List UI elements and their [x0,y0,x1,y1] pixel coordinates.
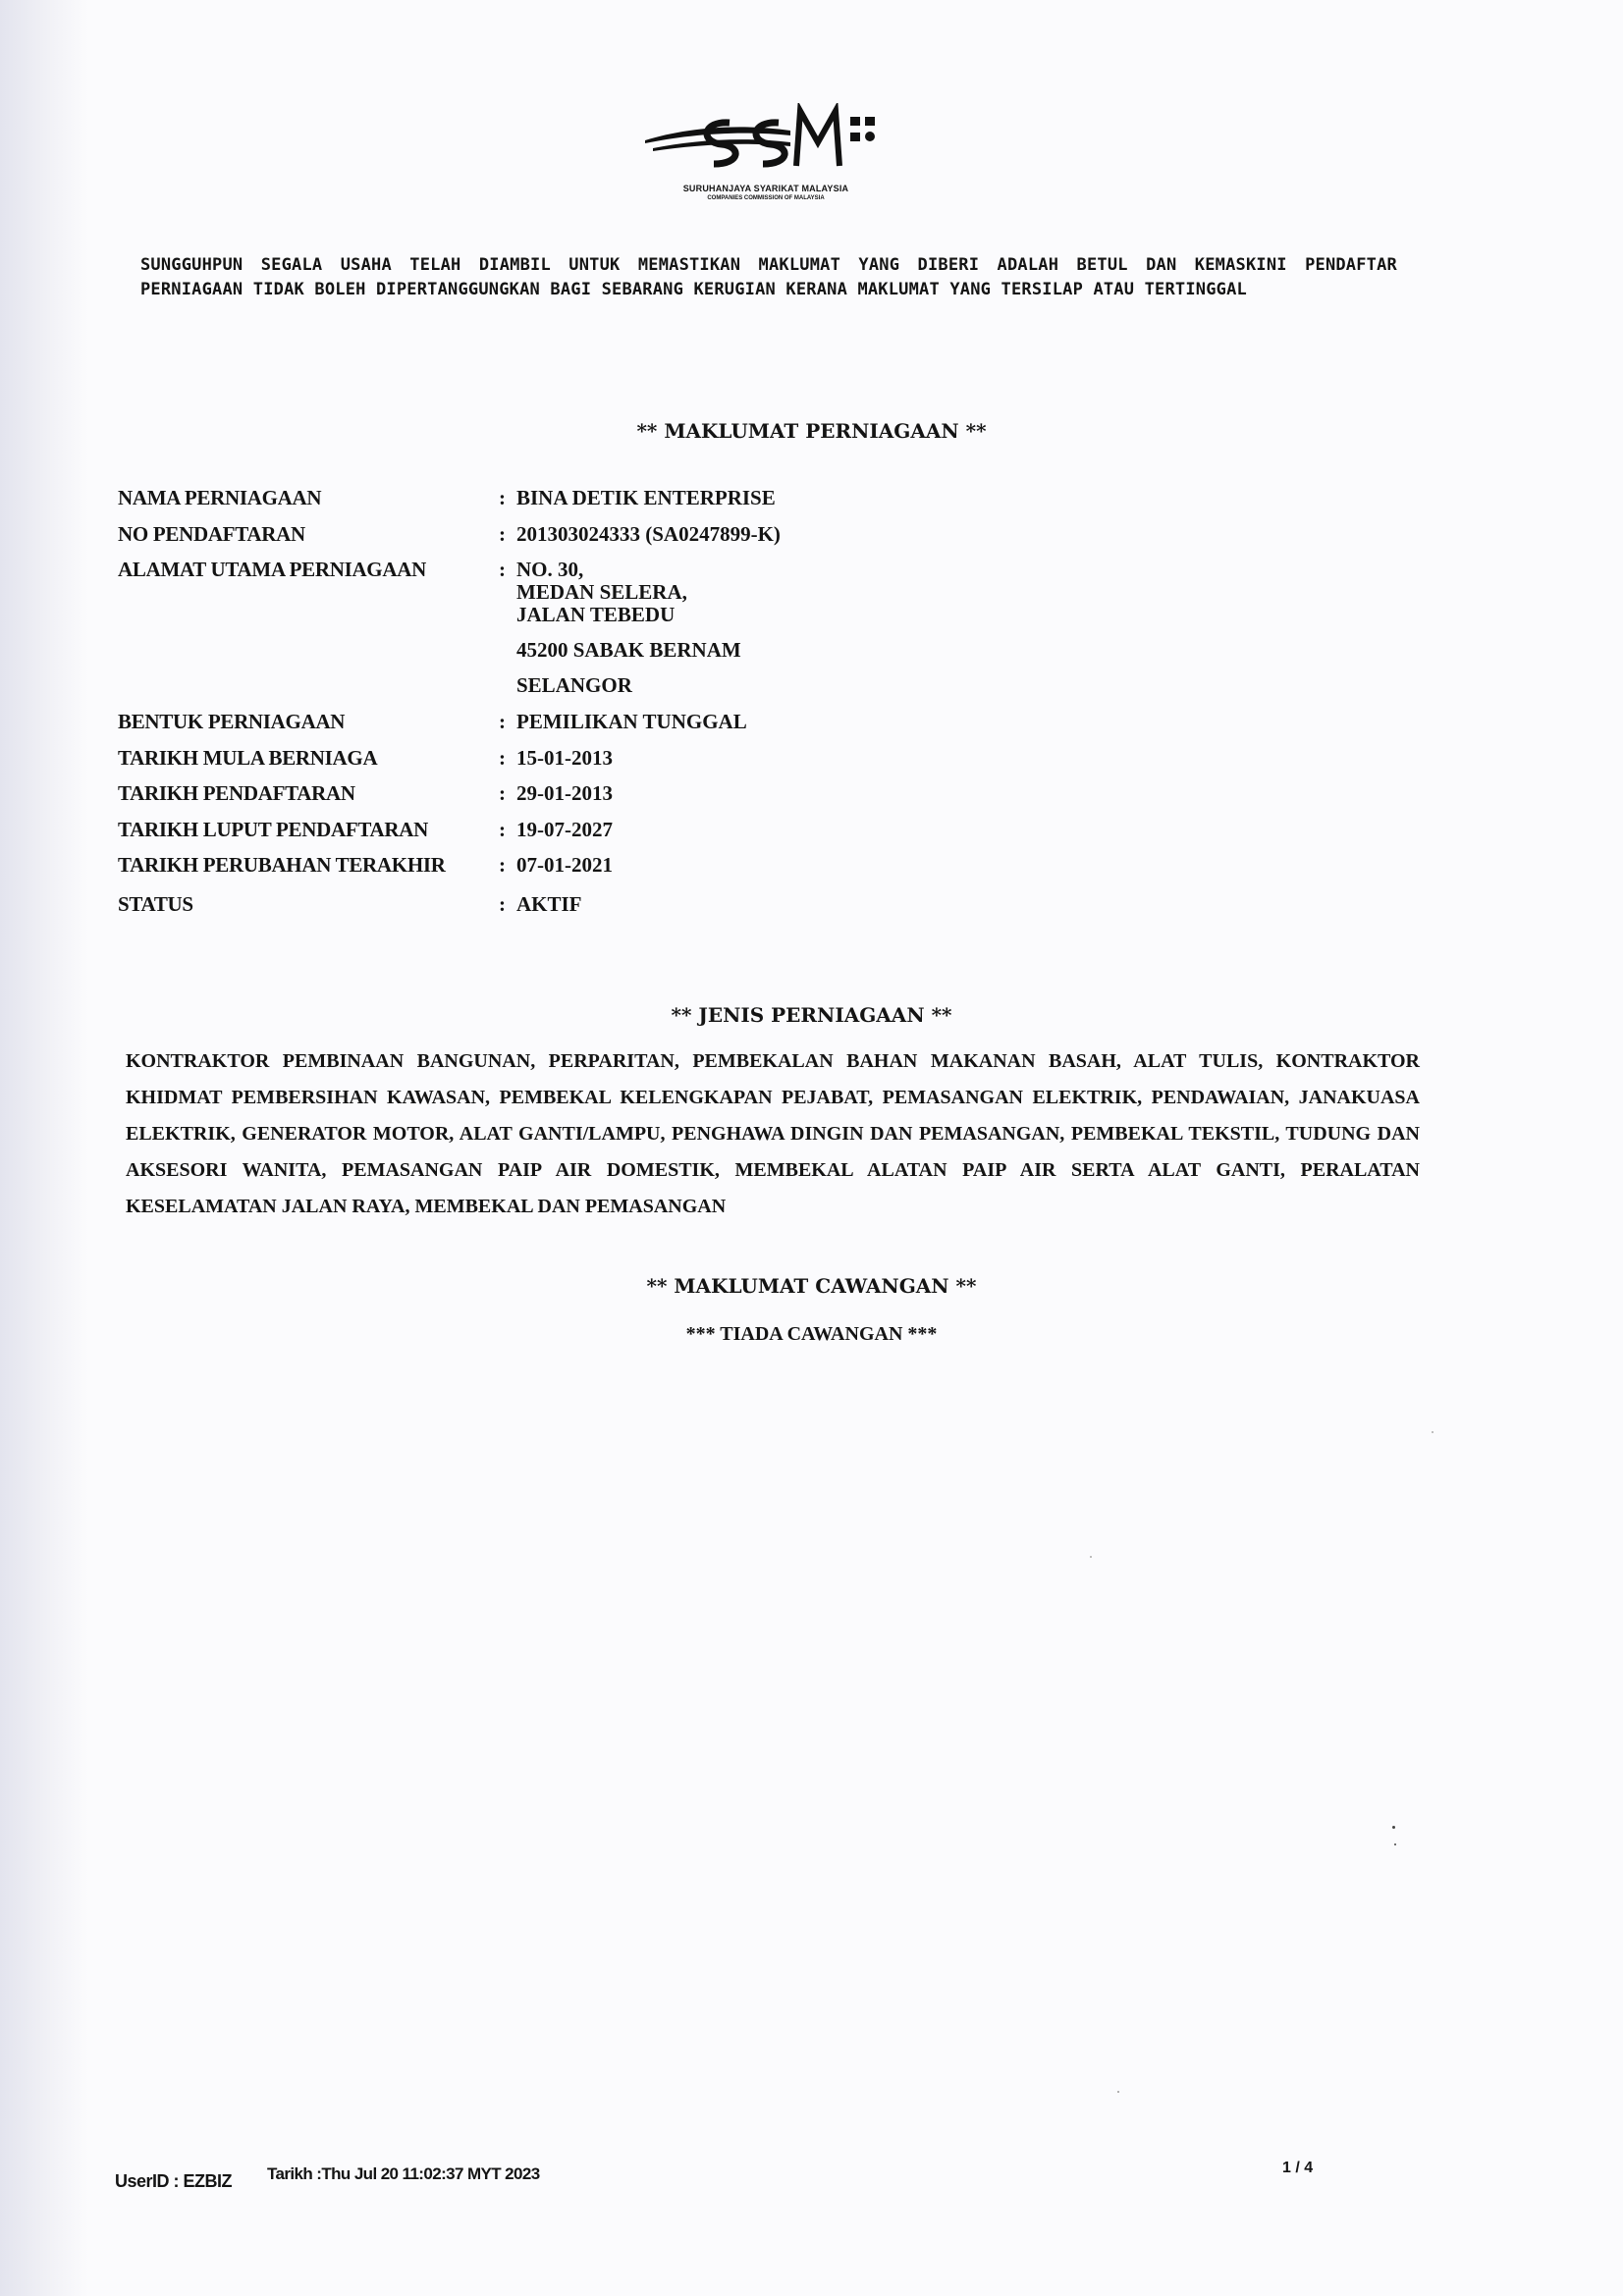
start-date-colon: : [499,746,506,770]
address-label: ALAMAT UTAMA PERNIAGAAN [118,558,426,581]
business-type-heading: ** JENIS PERNIAGAAN ** [671,1003,952,1027]
no-branch-text: *** TIADA CAWANGAN *** [685,1323,938,1345]
registration-date-colon: : [499,781,506,805]
footer-user-id: UserID : EZBIZ [115,2171,233,2191]
business-info-heading: ** MAKLUMAT PERNIAGAAN ** [636,419,987,443]
registration-date-label: TARIKH PENDAFTARAN [118,781,355,805]
ssm-logo-mark [643,103,889,184]
scan-speck [1394,1843,1396,1845]
business-form-colon: : [499,710,506,733]
logo-name-ms: SURUHANJAYA SYARIKAT MALAYSIA [682,184,849,193]
business-name-colon: : [499,486,506,509]
business-type-text: KONTRAKTOR PEMBINAAN BANGUNAN, PERPARITAN, PEMBEKALAN BAHAN MAKANAN BASAH, ALAT TULIS, KONTRAKTOR KHIDMAT PEMBERSIHAN KAWASAN, PEMBEKAL KELENGKAPAN PEJABAT, PEMASANGAN ELEKTRIK, PENDAWAIAN, JANAKUASA ELEKTRIK, GENERATOR MOTOR, ALAT GANTI/LAMPU, PENGHAWA DINGIN DAN PEMASANGAN, PEMBEKAL TEKSTIL, TUDUNG DAN AKSESORI WANITA, PEMASANGAN PAIP AIR DOMESTIK, MEMBEKAL ALATAN PAIP AIR SERTA ALAT GANTI, PERALATAN KESELAMATAN JALAN RAYA, MEMBEKAL DAN PEMASANGAN [126,1050,1420,1217]
registration-no-colon: : [499,522,506,546]
status-colon: : [499,892,506,916]
business-name-value: BINA DETIK ENTERPRISE [516,486,776,509]
scan-speck [1392,1826,1395,1829]
registration-no-value: 201303024333 (SA0247899-K) [516,522,781,546]
page-number: 1 / 4 [1282,2160,1314,2176]
last-change-date-colon: : [499,853,506,877]
scan-speck [1117,2091,1119,2093]
last-change-date-value: 07-01-2021 [516,853,613,877]
footer-date: Tarikh :Thu Jul 20 11:02:37 MYT 2023 [267,2164,540,2183]
address-line-1: NO. 30, [516,558,584,581]
registration-date-value: 29-01-2013 [516,781,613,805]
business-form-label: BENTUK PERNIAGAAN [118,710,346,733]
logo-name-en: COMPANIES COMMISSION OF MALAYSIA [707,195,825,201]
start-date-value: 15-01-2013 [516,746,613,770]
scan-shading [0,0,88,2296]
ssm-logo [643,103,889,206]
expiry-date-value: 19-07-2027 [516,818,613,841]
start-date-label: TARIKH MULA BERNIAGA [118,746,378,770]
disclaimer-text: SUNGGUHPUN SEGALA USAHA TELAH DIAMBIL UNTUK MEMASTIKAN MAKLUMAT YANG DIBERI ADALAH BETUL DAN KEMASKINI PENDAFTAR PERNIAGAAN TIDAK BOLEH DIPERTANGGUNGKAN BAGI SEBARANG KERUGIAN KERANA MAKLUMAT YANG TERSILAP ATAU TERTINGGAL [140,255,1397,299]
address-line-3: JALAN TEBEDU [516,603,676,626]
address-line-2: MEDAN SELERA, [516,580,687,604]
status-label: STATUS [118,892,193,916]
address-line-4: 45200 SABAK BERNAM [516,638,741,662]
last-change-date-label: TARIKH PERUBAHAN TERAKHIR [118,853,446,877]
address-line-5: SELANGOR [516,673,632,697]
registration-no-label: NO PENDAFTARAN [118,522,305,546]
business-form-value: PEMILIKAN TUNGGAL [516,710,747,733]
branch-info-heading: ** MAKLUMAT CAWANGAN ** [646,1274,977,1298]
status-value: AKTIF [516,892,582,916]
scan-speck [1090,1556,1092,1558]
business-name-label: NAMA PERNIAGAAN [118,486,322,509]
expiry-date-colon: : [499,818,506,841]
scan-speck [1432,1431,1434,1433]
address-colon: : [499,558,506,581]
expiry-date-label: TARIKH LUPUT PENDAFTARAN [118,818,428,841]
